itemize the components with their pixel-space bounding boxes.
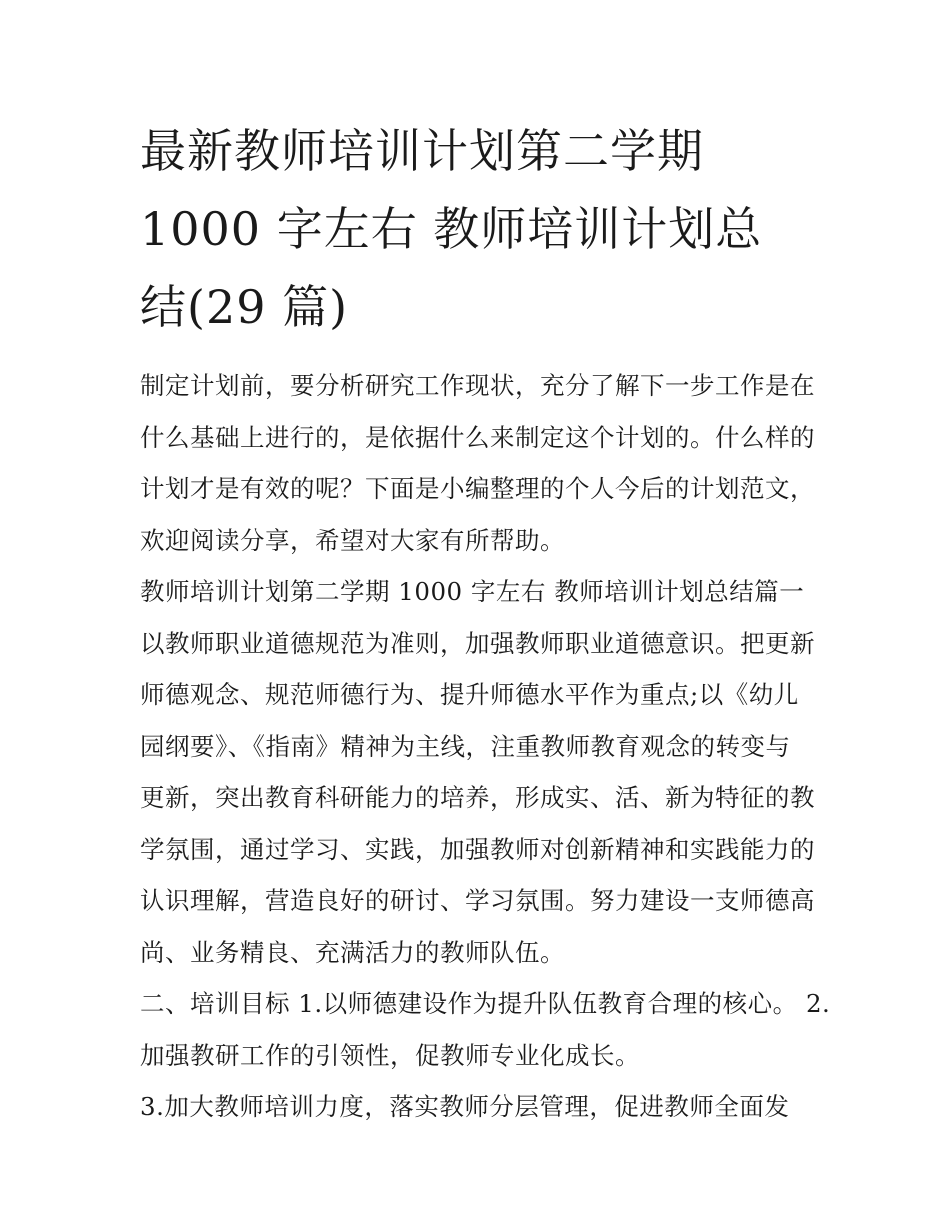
document-title [140,112,820,346]
text-line: 以教师职业道德规范为准则，加强教师职业道德意识。把更新 [140,628,815,658]
text-line: 加强教研工作的引领性，促教师专业化成长。 [140,1040,640,1070]
title-line: 1000 字左右 教师培训计划总 [140,202,763,256]
text-line: 什么基础上进行的，是依据什么来制定这个计划的。什么样的 [140,422,815,452]
body-paragraph [140,618,820,979]
title-line: 最新教师培训计划第二学期 [140,124,704,178]
text-line: 3.加大教师培训力度，落实教师分层管理，促进教师全面发 [140,1092,790,1121]
text-line: 教师培训计划第二学期 1000 字左右 教师培训计划总结篇一 [140,577,805,606]
text-line: 二、培训目标 1.以师德建设作为提升队伍教育合理的核心。 2. [140,989,831,1018]
title-line: 结(29 篇) [140,280,349,334]
text-line: 计划才是有效的呢？下面是小编整理的个人今后的计划范文， [140,474,815,503]
text-line: 欢迎阅读分享，希望对大家有所帮助。 [140,525,565,555]
section-heading [140,566,820,618]
intro-paragraph [140,360,820,566]
text-line: 制定计划前，要分析研究工作现状，充分了解下一步工作是在 [140,371,815,400]
goals-paragraph [140,978,831,1133]
text-line: 学氛围，通过学习、实践，加强教师对创新精神和实践能力的 [140,834,815,864]
document-page [140,112,831,1133]
text-line: 师德观念、规范师德行为、提升师德水平作为重点;以《幼儿 [140,680,799,709]
text-line: 园纲要》、《指南》精神为主线，注重教师教育观念的转变与 [140,731,791,761]
text-line: 尚、业务精良、充满活力的教师队伍。 [140,937,565,967]
text-line: 更新，突出教育科研能力的培养，形成实、活、新为特征的教 [140,783,815,812]
text-line: 认识理解，营造良好的研讨、学习氛围。努力建设一支师德高 [140,886,815,915]
